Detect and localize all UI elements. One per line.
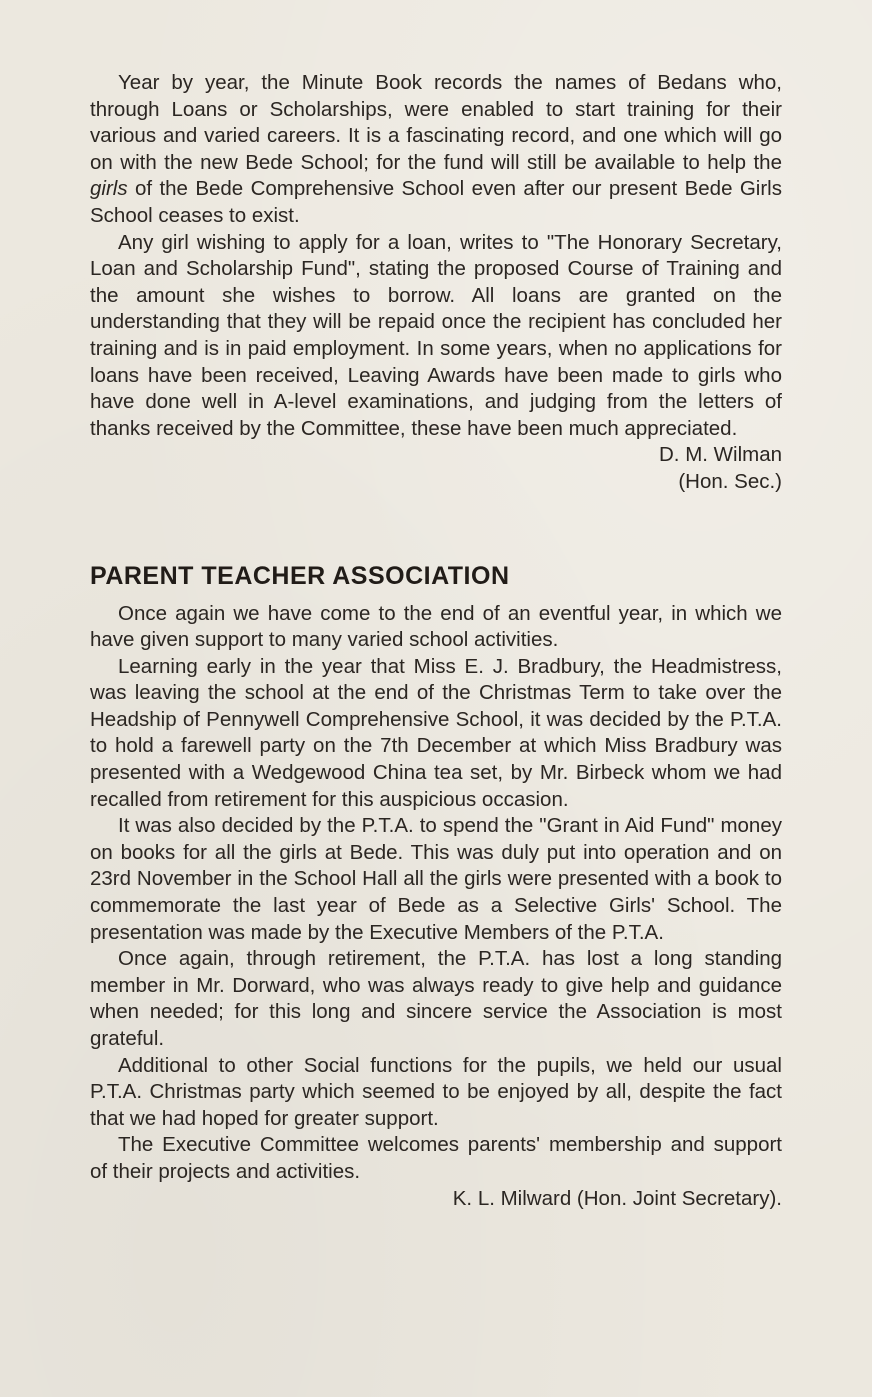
paragraph: Once again, through retirement, the P.T.A. has lost a long standing member in Mr. Dorward, who was always ready to give help and guidance when needed; for this long and sincere service the Association is most grateful. [90,947,782,1050]
pta-section [90,561,782,1213]
signature-block [90,442,782,495]
signature-name: D. M. Wilman [659,443,782,467]
section-heading: PARENT TEACHER ASSOCIATION [90,561,510,590]
signature: K. L. Milward (Hon. Joint Secretary). [452,1186,782,1210]
paragraph: The Executive Committee welcomes parents' membership and support of their projects and activities. [90,1133,782,1183]
text-run: of the Bede Comprehensive School even after our present Bede Girls School ceases to exist. [90,177,782,227]
paragraph: Any girl wishing to apply for a loan, writes to "The Honorary Secretary, Loan and Scholarship Fund", stating the proposed Course of Training and the amount she wishes to borrow. All loans are granted on the understanding that they will be repaid once the recipient has concluded her training and is in paid employment. In some years, when no applications for loans have been received, Leaving Awards have been made to girls who have done well in A-level examinations, and judging from the letters of thanks received by the Committee, these have been much appreciated. [90,230,782,440]
paragraph: Once again we have come to the end of an eventful year, in which we have given support to many varied school activities. [90,601,782,652]
paragraph: Learning early in the year that Miss E. J. Bradbury, the Headmistress, was leaving the school at the end of the Christmas Term to take over the Headship of Pennywell Comprehensive School, it was decided by the P.T.A. to hold a farewell party on the 7th December at which Miss Bradbury was presented with a Wedgewood China tea set, by Mr. Birbeck whom we had recalled from retirement for this auspicious occasion. [90,654,782,811]
paragraph [90,70,782,230]
text-run: Year by year, the Minute Book records the names of Bedans who, through Loans or Scholarships, were enabled to start training for their various and varied careers. It is a fascinating record, and one which will go on with the new Bede School; for the fund will still be available to help the [90,71,782,174]
loan-fund-section [90,70,782,496]
signature-title: (Hon. Sec.) [678,469,782,493]
emphasis-text: girls [90,177,128,201]
paragraph: Additional to other Social functions for the pupils, we held our usual P.T.A. Christmas party which seemed to be enjoyed by all, despite the fact that we had hoped for greater support. [90,1053,782,1130]
paragraph: It was also decided by the P.T.A. to spend the "Grant in Aid Fund" money on books for all the girls at Bede. This was duly put into operation and on 23rd November in the School Hall all the girls were presented with a book to commemorate the last year of Bede as a Selective Girls' School. The presentation was made by the Executive Members of the P.T.A. [90,814,782,944]
